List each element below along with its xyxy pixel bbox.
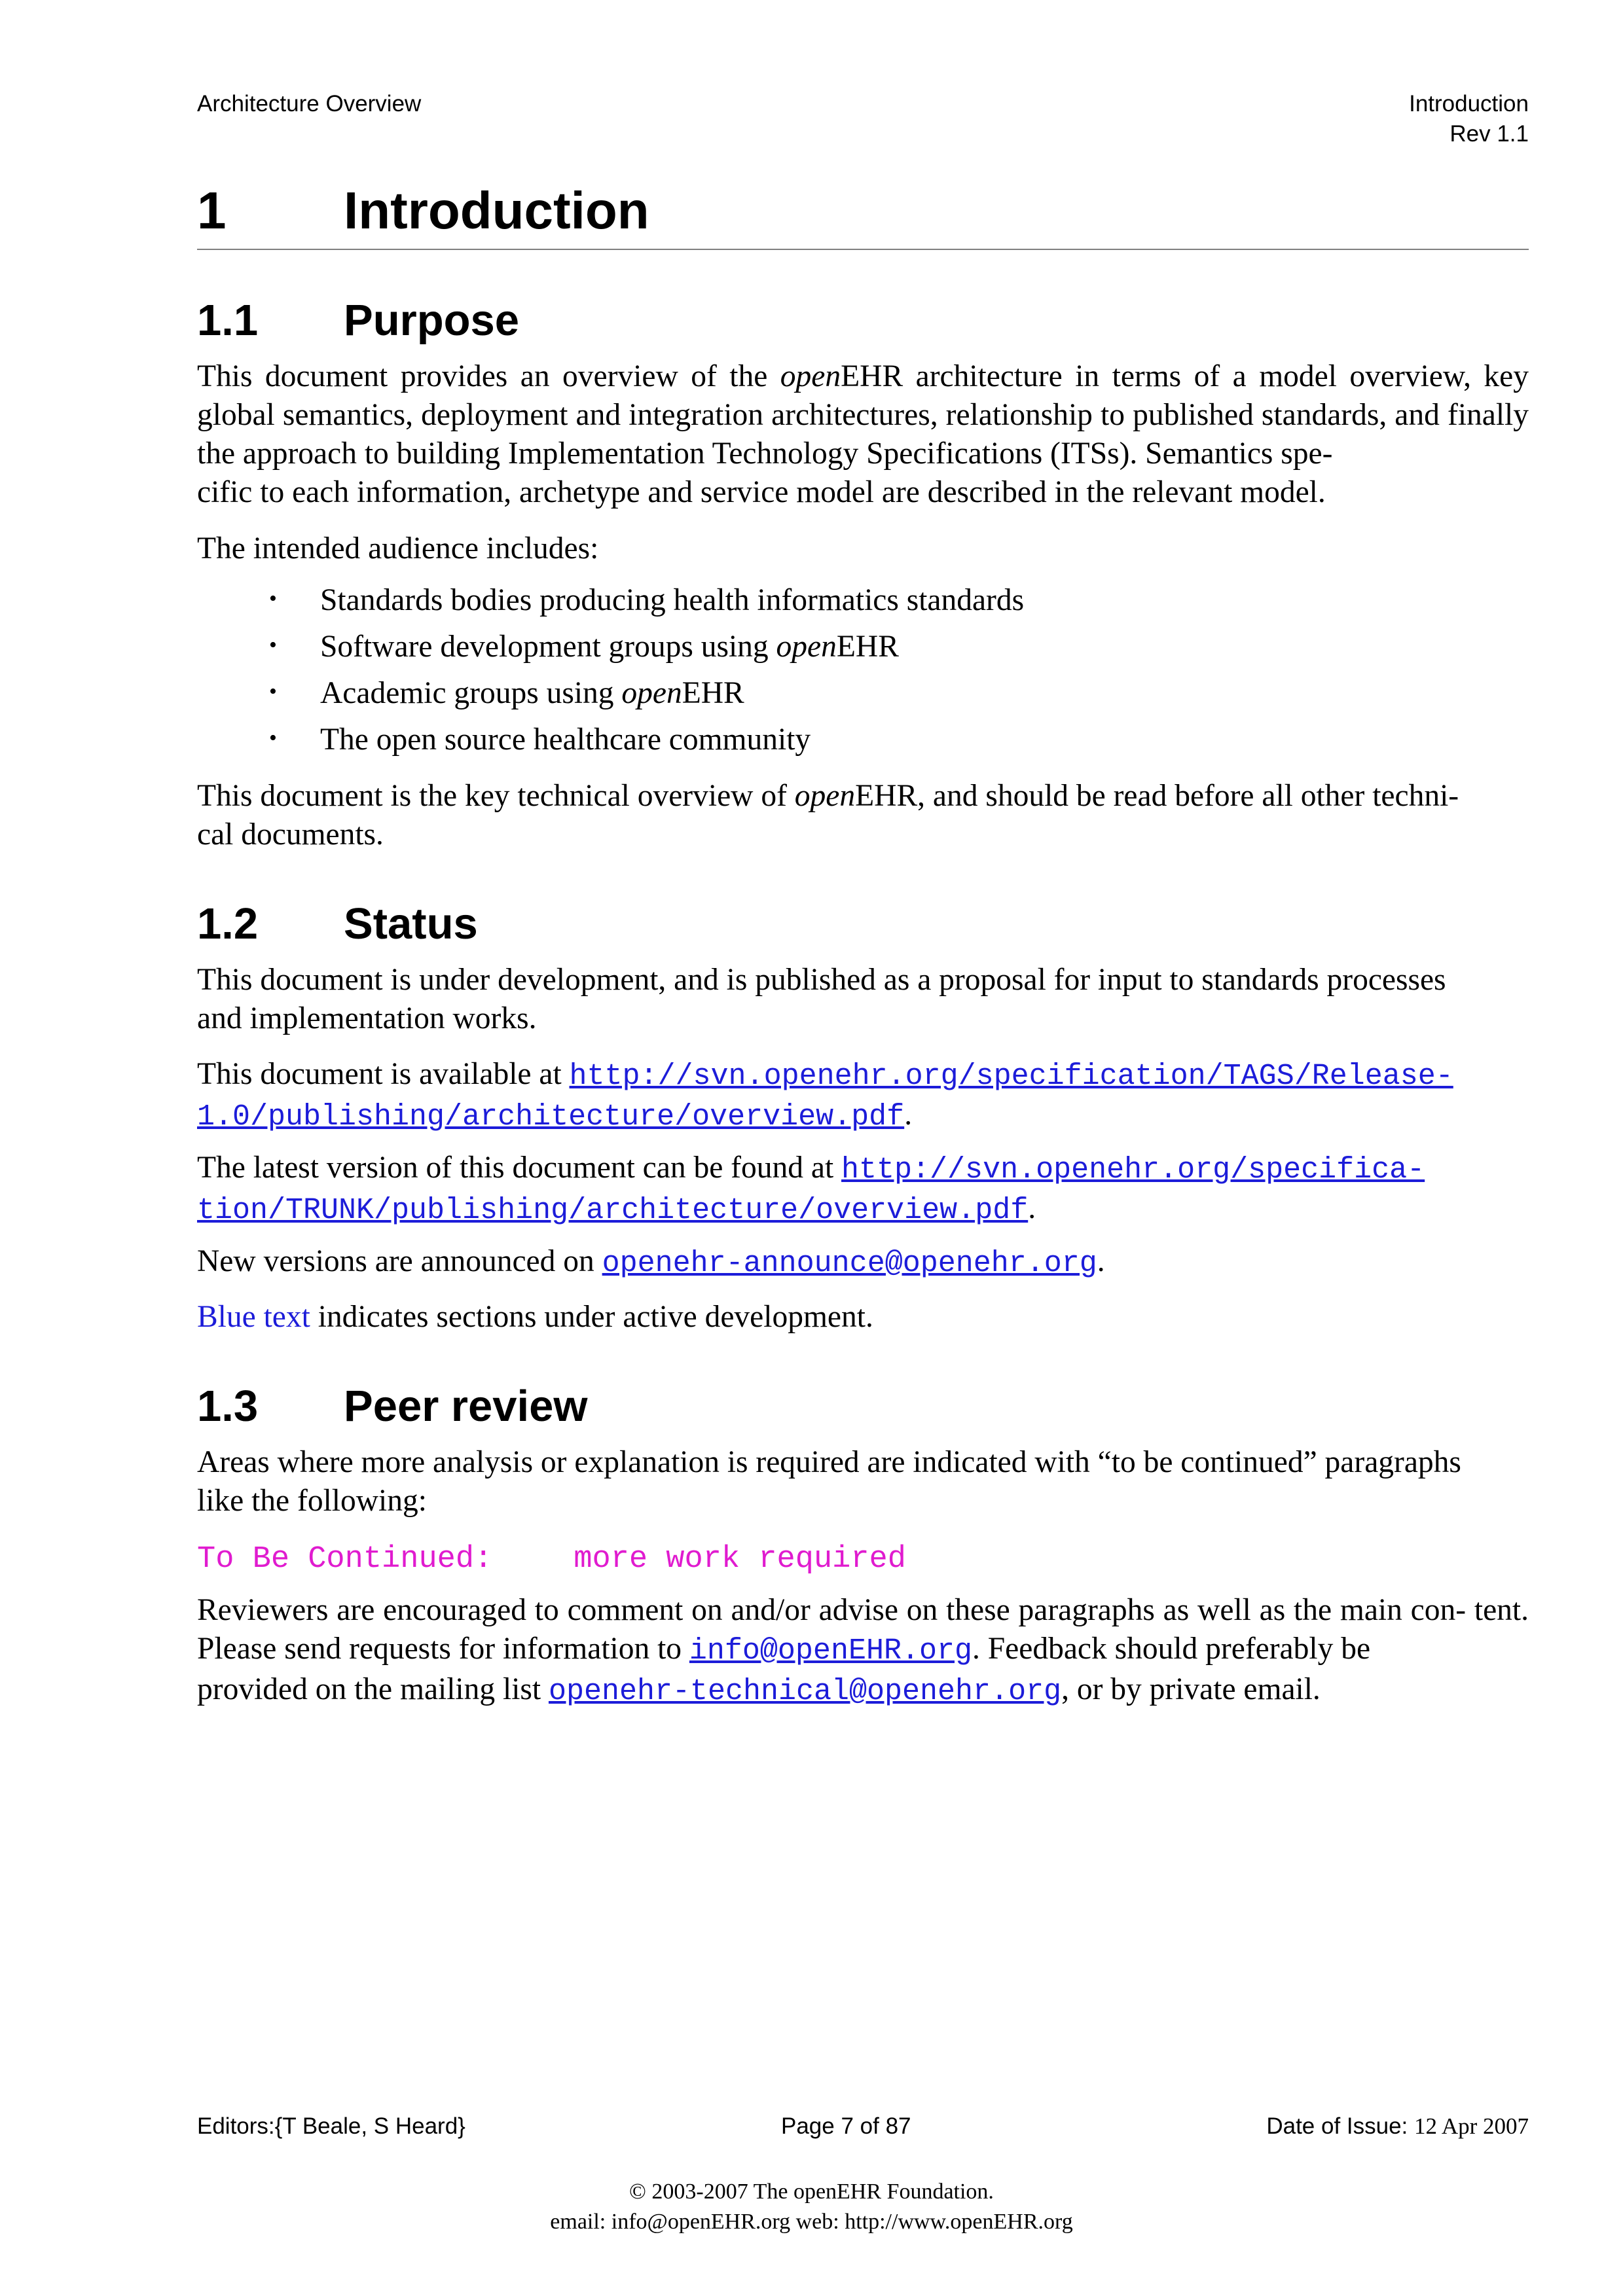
bullet-icon: • — [269, 726, 277, 750]
italic-open: open — [776, 630, 837, 664]
text-span: Software development groups using — [320, 630, 776, 664]
footer-page-number: Page 7 of 87 — [781, 2113, 911, 2139]
list-item — [320, 628, 899, 666]
running-header-chapter: Introduction — [1409, 91, 1529, 117]
bullet-icon: • — [269, 633, 277, 657]
text-span: Standards bodies producing health informatics standards — [320, 583, 1025, 617]
footer-contact: email: info@openEHR.org web: http://www.openEHR.org — [550, 2210, 1073, 2234]
announce-email-link[interactable]: openehr-announce@openehr.org — [602, 1247, 1097, 1280]
text-span: This document is the key technical overview of — [197, 779, 795, 813]
section-number: 1.3 — [197, 1382, 259, 1431]
status-paragraph — [197, 961, 1529, 1038]
text-span: Academic groups using — [320, 676, 622, 710]
text-span: This document is available at — [197, 1057, 570, 1091]
list-item — [320, 721, 811, 759]
trunk-pdf-link-cont[interactable]: tion/TRUNK/publishing/architecture/overview.pdf — [197, 1194, 1029, 1227]
reviewers-paragraph — [197, 1591, 1529, 1711]
blue-text-note — [197, 1298, 1529, 1336]
announce-paragraph — [197, 1242, 1529, 1283]
text-span: Areas where more analysis or explanation is required are indicated with “to be continued” paragraphs — [197, 1445, 1461, 1479]
italic-open: open — [794, 779, 856, 813]
text-span: EHR, and should be read before all other techni- — [855, 779, 1459, 813]
text-span-last: cal documents. — [197, 817, 384, 852]
text-span-last: cific to each information, archetype and service model are described in the relevant model. — [197, 475, 1326, 509]
overview-paragraph — [197, 777, 1529, 854]
text-span: . — [1097, 1244, 1105, 1278]
footer-copyright: © 2003-2007 The openEHR Foundation. — [629, 2179, 994, 2204]
chapter-rule — [197, 249, 1529, 250]
text-span: The latest version of this document can be found at — [197, 1151, 842, 1185]
section-number: 1.2 — [197, 899, 259, 948]
text-span: . — [904, 1098, 913, 1132]
running-header-revision: Rev 1.1 — [1450, 121, 1529, 147]
list-item — [320, 581, 1024, 620]
audience-intro: The intended audience includes: — [197, 531, 599, 565]
bullet-icon: • — [269, 679, 277, 704]
chapter-title: Introduction — [344, 181, 649, 240]
section-title: Status — [344, 899, 478, 948]
text-span: The open source healthcare community — [320, 723, 811, 757]
text-span-last: and implementation works. — [197, 1001, 537, 1035]
text-span: EHR — [836, 630, 899, 664]
running-header-title: Architecture Overview — [197, 91, 422, 117]
purpose-paragraph — [197, 357, 1529, 512]
footer-editors: Editors:{T Beale, S Heard} — [197, 2113, 465, 2139]
availability-paragraph — [197, 1055, 1529, 1136]
text-span: EHR architecture in terms of a model overview, key global semantics, deployment and integration architectures, relationship to published standards, and finally the approach to building Implementation Technology Specifications (ITSs). Semantics spe- — [197, 359, 1529, 471]
tbc-text: more work required — [574, 1542, 906, 1577]
text-span: indicates sections under active development. — [310, 1300, 873, 1334]
text-span: tent. Please send requests for information to — [197, 1593, 1529, 1666]
section-number: 1.1 — [197, 296, 259, 345]
trunk-pdf-link[interactable]: http://svn.openehr.org/specifica- — [841, 1153, 1425, 1187]
italic-open: open — [621, 676, 682, 710]
text-span: New versions are announced on — [197, 1244, 602, 1278]
blue-text-sample: Blue text — [197, 1300, 310, 1334]
text-span: EHR — [682, 676, 744, 710]
text-span: . Feedback should preferably be — [972, 1632, 1371, 1666]
technical-list-link[interactable]: openehr-technical@openehr.org — [548, 1675, 1062, 1708]
text-span: . — [1028, 1191, 1036, 1225]
date-label: Date of Issue: — [1266, 2113, 1414, 2139]
release-pdf-link[interactable]: http://svn.openehr.org/specification/TAGS/Release- — [569, 1060, 1453, 1093]
tbc-label: To Be Continued: — [197, 1542, 493, 1577]
footer-date — [1266, 2111, 1529, 2142]
section-title: Peer review — [344, 1382, 588, 1431]
text-span: This document is under development, and is published as a proposal for input to standards processes — [197, 963, 1446, 997]
running-header-section — [1409, 89, 1529, 149]
list-item — [320, 674, 744, 713]
peer-paragraph — [197, 1443, 1529, 1520]
text-span: provided on the mailing list — [197, 1672, 549, 1706]
tbc-example — [197, 1540, 906, 1579]
text-span: This document provides an overview of the — [197, 359, 780, 393]
section-title: Purpose — [344, 296, 520, 345]
release-pdf-link-cont[interactable]: 1.0/publishing/architecture/overview.pdf — [197, 1100, 905, 1134]
text-span-last: like the following: — [197, 1484, 427, 1518]
text-span: Reviewers are encouraged to comment on and/or advise on these paragraphs as well as the main con- — [197, 1593, 1467, 1627]
text-span: , or by private email. — [1061, 1672, 1321, 1706]
bullet-icon: • — [269, 586, 277, 611]
italic-open: open — [780, 359, 841, 393]
chapter-number: 1 — [197, 181, 227, 240]
date-value: 12 Apr 2007 — [1414, 2113, 1529, 2139]
info-email-link[interactable]: info@openEHR.org — [689, 1634, 972, 1668]
latest-version-paragraph — [197, 1149, 1529, 1230]
